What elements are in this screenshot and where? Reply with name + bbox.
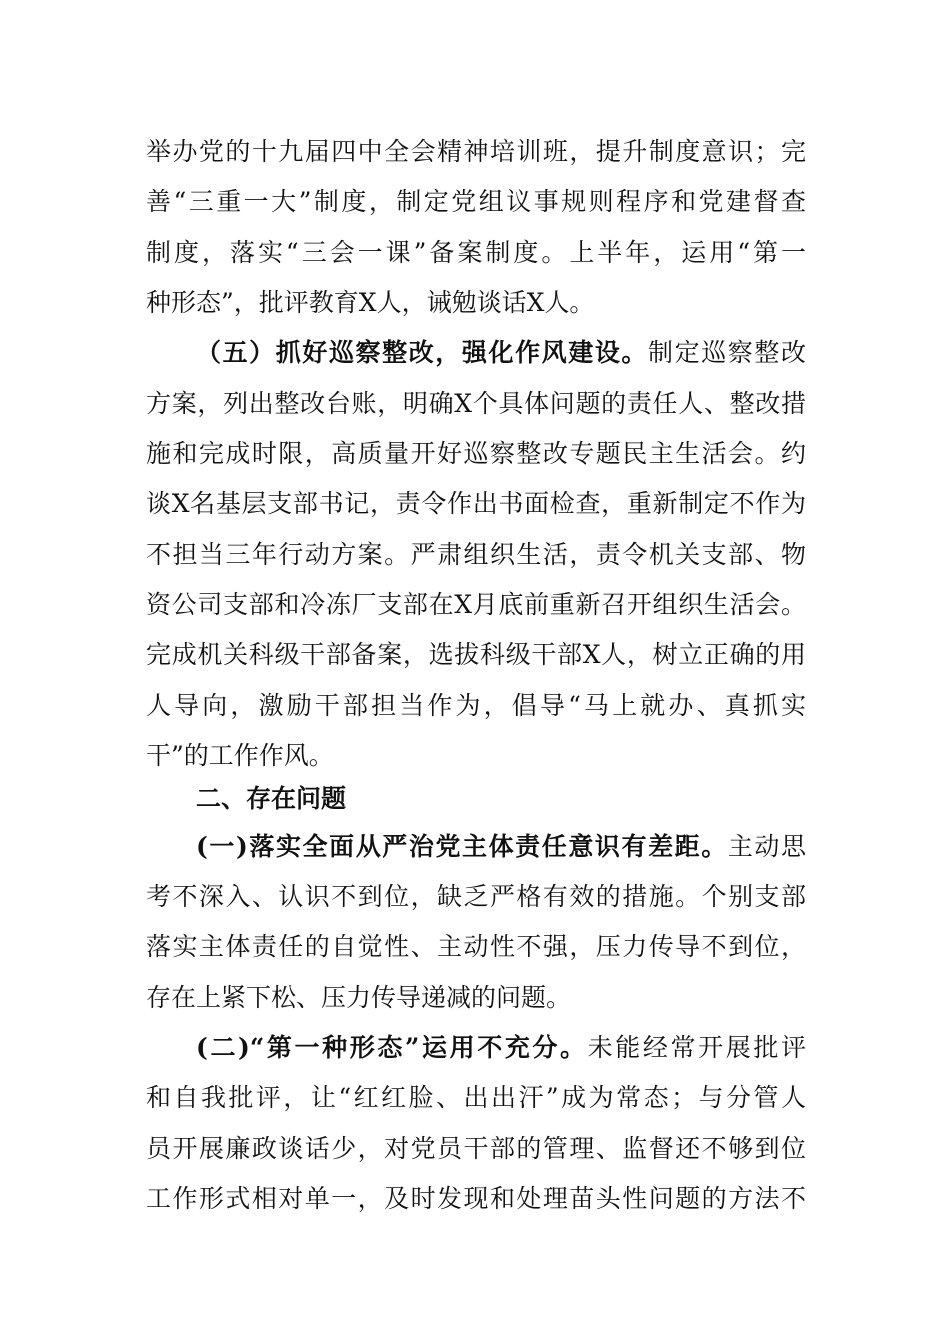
section-title-two: (二)“第一种形态”运用不充分。: [196, 1033, 588, 1062]
text-line: 员开展廉政谈话少，对党员干部的管理、监督还不够到位: [146, 1134, 806, 1163]
section-paragraph-five: [196, 331, 806, 375]
text-line: 和自我批评，让“红红脸、出出汗”成为常态；与分管人: [146, 1083, 806, 1112]
text-line: 善“三重一大”制度，制定党组议事规则程序和党建督查: [146, 187, 806, 216]
section-body-start: 未能经常开展批评: [587, 1033, 806, 1062]
text-line: 存在上紧下松、压力传导递减的问题。: [146, 983, 572, 1012]
section-paragraph-two: [196, 1026, 806, 1070]
text-line: 资公司支部和冷冻厂支部在X月底前重新召开组织生活会。: [146, 590, 806, 619]
section-body-start: 主动思: [727, 832, 806, 861]
text-line: 方案，列出整改台账，明确X个具体问题的责任人、整改措: [146, 389, 806, 418]
text-line: 人导向，激励干部担当作为，倡导“马上就办、真抓实: [146, 691, 806, 720]
text-line: 种形态”，批评教育X人，诫勉谈话X人。: [146, 288, 595, 317]
text-line: 制度，落实“三会一课”备案制度。上半年，运用“第一: [146, 238, 806, 267]
text-line: 完成机关科级干部备案，选拔科级干部X人，树立正确的用: [146, 640, 806, 669]
section-paragraph-one: [196, 825, 806, 869]
text-line: 施和完成时限，高质量开好巡察整改专题民主生活会。约: [146, 439, 806, 468]
text-line: 谈X名基层支部书记，责令作出书面检查，重新制定不作为: [146, 489, 806, 518]
section-title-one: (一)落实全面从严治党主体责任意识有差距。: [196, 832, 728, 861]
section-body-start: 制定巡察整改: [648, 338, 806, 367]
text-line: 落实主体责任的自觉性、主动性不强，压力传导不到位，: [146, 932, 806, 961]
text-line: 不担当三年行动方案。严肃组织生活，责令机关支部、物: [146, 540, 806, 569]
text-line: 干”的工作作风。: [146, 741, 334, 770]
text-line: 工作形式相对单一，及时发现和处理苗头性问题的方法不: [146, 1184, 806, 1213]
text-line: 考不深入、认识不到位，缺乏严格有效的措施。个别支部: [146, 882, 806, 911]
section-title-five: （五）抓好巡察整改，强化作风建设。: [196, 338, 649, 367]
text-line: 举办党的十九届四中全会精神培训班，提升制度意识；完: [146, 137, 806, 166]
section-heading-problems: 二、存在问题: [196, 784, 347, 813]
